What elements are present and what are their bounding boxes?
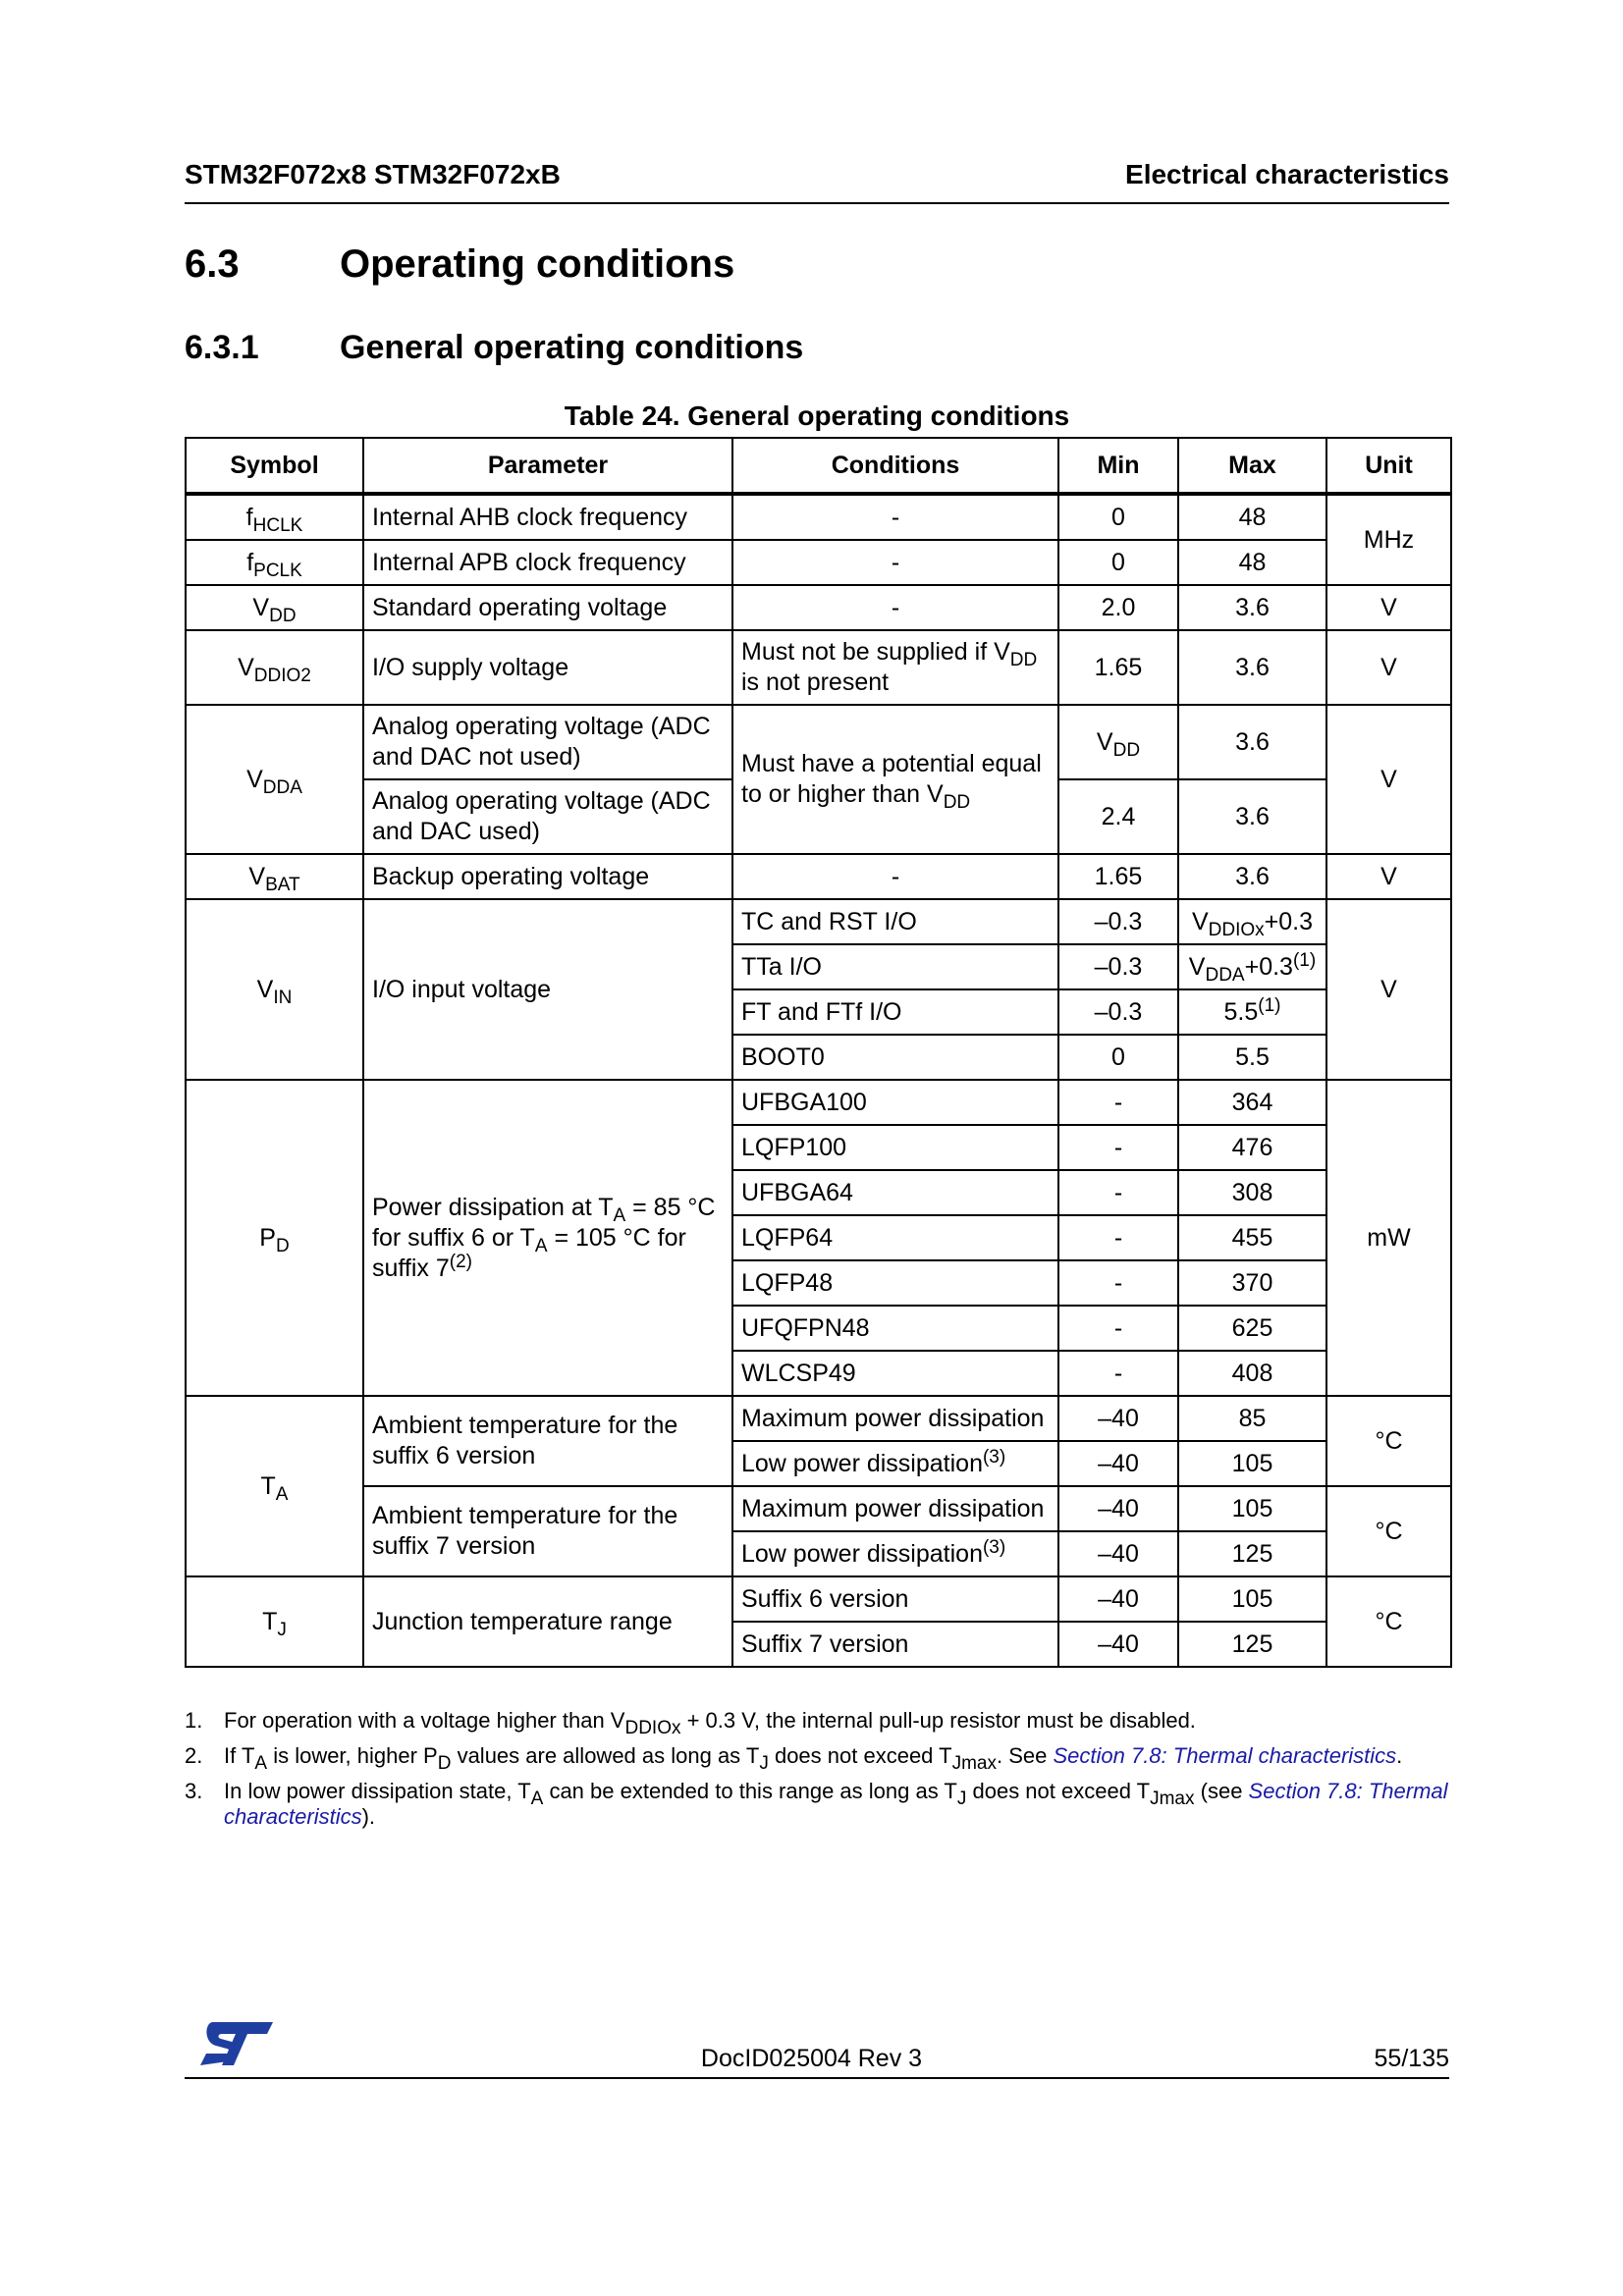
symbol-cell: $V_{DDA}$ <box>186 705 363 854</box>
conditions-cell: Low power dissipation$^{(3)}$ <box>732 1441 1058 1486</box>
max-cell: 476 <box>1178 1125 1326 1170</box>
unit-cell: MHz <box>1326 494 1451 585</box>
unit-cell: V <box>1326 705 1451 854</box>
conditions-cell: BOOT0 <box>732 1035 1058 1080</box>
max-cell: 125 <box>1178 1622 1326 1667</box>
min-cell: –40 <box>1058 1441 1178 1486</box>
section-title: Operating conditions <box>340 242 735 286</box>
col-header-unit: Unit <box>1326 438 1451 494</box>
parameter-cell: Standard operating voltage <box>363 585 732 630</box>
max-cell: 5.5 <box>1178 1035 1326 1080</box>
min-cell: 1.65 <box>1058 854 1178 899</box>
conditions-cell: LQFP48 <box>732 1260 1058 1306</box>
max-cell: 85 <box>1178 1396 1326 1441</box>
footnote-1: 1. For operation with a voltage higher than $V_{DDIOx} + 0.3$ V, the internal pull-up resistor must be disabled. <box>185 1708 1196 1738</box>
parameter-cell: Internal AHB clock frequency <box>363 494 732 540</box>
min-cell: - <box>1058 1170 1178 1215</box>
parameter-cell: Backup operating voltage <box>363 854 732 899</box>
table-caption: Table 24. General operating conditions <box>564 400 1070 431</box>
operating-conditions-table <box>185 437 1452 1668</box>
min-cell: - <box>1058 1351 1178 1396</box>
min-cell: - <box>1058 1080 1178 1125</box>
unit-cell: °C <box>1326 1486 1451 1576</box>
conditions-cell: - <box>732 585 1058 630</box>
min-cell: –40 <box>1058 1486 1178 1531</box>
header-doc-title: STM32F072x8 STM32F072xB <box>185 159 561 189</box>
max-cell: $V_{DDA}+0.3^{(1)}$ <box>1178 944 1326 989</box>
conditions-cell: UFBGA100 <box>732 1080 1058 1125</box>
conditions-cell: LQFP100 <box>732 1125 1058 1170</box>
min-cell: –0.3 <box>1058 899 1178 944</box>
max-cell: 625 <box>1178 1306 1326 1351</box>
table-row <box>186 1486 1451 1531</box>
footnote-2: 2. If $T_A$ is lower, higher $P_D$ values are allowed as long as $T_J$ does not exceed $T_{Jmax}$. See Section 7.8: Thermal characteristics. <box>185 1743 1403 1774</box>
conditions-cell: LQFP64 <box>732 1215 1058 1260</box>
conditions-cell: Must have a potential equal to or higher than $V_{DD}$ <box>732 705 1058 854</box>
conditions-cell: Must not be supplied if $V_{DD}$ is not present <box>732 630 1058 705</box>
parameter-cell: I/O supply voltage <box>363 630 732 705</box>
min-cell: –40 <box>1058 1396 1178 1441</box>
conditions-cell: FT and FTf I/O <box>732 989 1058 1035</box>
footer-doc-id: DocID025004 Rev 3 <box>700 2045 923 2072</box>
table-row <box>186 585 1451 630</box>
max-cell: 3.6 <box>1178 779 1326 854</box>
unit-cell: V <box>1326 854 1451 899</box>
col-header-conditions: Conditions <box>732 438 1058 494</box>
parameter-cell: Junction temperature range <box>363 1576 732 1667</box>
col-header-max: Max <box>1178 438 1326 494</box>
conditions-cell: Suffix 7 version <box>732 1622 1058 1667</box>
parameter-cell: Power dissipation at $T_A = 85$ °C for suffix 6 or $T_A = 105$ °C for suffix 7$^{(2)}$ <box>363 1080 732 1396</box>
min-cell: –40 <box>1058 1622 1178 1667</box>
conditions-cell: Suffix 6 version <box>732 1576 1058 1622</box>
parameter-cell: Analog operating voltage (ADC and DAC used) <box>363 779 732 854</box>
table-row <box>186 854 1451 899</box>
parameter-cell: Ambient temperature for the suffix 6 version <box>363 1396 732 1486</box>
symbol-cell: $V_{DD}$ <box>186 585 363 630</box>
min-cell: - <box>1058 1215 1178 1260</box>
subsection-title: General operating conditions <box>340 329 804 366</box>
symbol-cell: $V_{IN}$ <box>186 899 363 1080</box>
subsection-number: 6.3.1 <box>185 329 259 366</box>
min-cell: $V_{DD}$ <box>1058 705 1178 779</box>
max-cell: 105 <box>1178 1576 1326 1622</box>
max-cell: 3.6 <box>1178 854 1326 899</box>
conditions-cell: - <box>732 854 1058 899</box>
min-cell: - <box>1058 1125 1178 1170</box>
section-number: 6.3 <box>185 242 240 286</box>
table-row <box>186 705 1451 779</box>
conditions-cell: UFQFPN48 <box>732 1306 1058 1351</box>
max-cell: 105 <box>1178 1486 1326 1531</box>
symbol-cell: $f_{PCLK}$ <box>186 540 363 585</box>
min-cell: –0.3 <box>1058 989 1178 1035</box>
max-cell: 125 <box>1178 1531 1326 1576</box>
table-row <box>186 1080 1451 1125</box>
conditions-cell: TTa I/O <box>732 944 1058 989</box>
parameter-cell: Internal APB clock frequency <box>363 540 732 585</box>
min-cell: –40 <box>1058 1531 1178 1576</box>
footer-page-number: 55/135 <box>1374 2045 1449 2072</box>
min-cell: 0 <box>1058 540 1178 585</box>
min-cell: - <box>1058 1306 1178 1351</box>
max-cell: 48 <box>1178 494 1326 540</box>
conditions-cell: - <box>732 494 1058 540</box>
min-cell: 1.65 <box>1058 630 1178 705</box>
max-cell: 408 <box>1178 1351 1326 1396</box>
thermal-characteristics-link[interactable]: Section 7.8: Thermal characteristics <box>224 1779 1448 1829</box>
max-cell: 105 <box>1178 1441 1326 1486</box>
min-cell: - <box>1058 1260 1178 1306</box>
footnote-3: 3. In low power dissipation state, $T_A$ can be extended to this range as long as $T_J$ does not exceed $T_{Jmax}$ (see Section 7.8: Thermal characteristics). <box>185 1779 1448 1829</box>
parameter-cell: Analog operating voltage (ADC and DAC not used) <box>363 705 732 779</box>
unit-cell: V <box>1326 585 1451 630</box>
min-cell: 0 <box>1058 494 1178 540</box>
unit-cell: V <box>1326 899 1451 1080</box>
conditions-cell: UFBGA64 <box>732 1170 1058 1215</box>
symbol-cell: $V_{DDIO2}$ <box>186 630 363 705</box>
table-row <box>186 494 1451 540</box>
header-rule <box>185 202 1449 204</box>
max-cell: 3.6 <box>1178 705 1326 779</box>
col-header-symbol: Symbol <box>186 438 363 494</box>
min-cell: 2.4 <box>1058 779 1178 854</box>
max-cell: 308 <box>1178 1170 1326 1215</box>
max-cell: 370 <box>1178 1260 1326 1306</box>
min-cell: 0 <box>1058 1035 1178 1080</box>
conditions-cell: Maximum power dissipation <box>732 1396 1058 1441</box>
unit-cell: °C <box>1326 1576 1451 1667</box>
max-cell: 364 <box>1178 1080 1326 1125</box>
conditions-cell: Maximum power dissipation <box>732 1486 1058 1531</box>
conditions-cell: - <box>732 540 1058 585</box>
table-row <box>186 899 1451 944</box>
thermal-characteristics-link[interactable]: Section 7.8: Thermal characteristics <box>1053 1743 1397 1768</box>
table-row <box>186 540 1451 585</box>
max-cell: 455 <box>1178 1215 1326 1260</box>
unit-cell: mW <box>1326 1080 1451 1396</box>
symbol-cell: $P_D$ <box>186 1080 363 1396</box>
conditions-cell: Low power dissipation$^{(3)}$ <box>732 1531 1058 1576</box>
symbol-cell: $T_J$ <box>186 1576 363 1667</box>
table-row <box>186 630 1451 705</box>
max-cell: 5.5$^{(1)}$ <box>1178 989 1326 1035</box>
max-cell: $V_{DDIOx}+0.3$ <box>1178 899 1326 944</box>
conditions-cell: TC and RST I/O <box>732 899 1058 944</box>
symbol-cell: $T_A$ <box>186 1396 363 1576</box>
conditions-cell: WLCSP49 <box>732 1351 1058 1396</box>
min-cell: 2.0 <box>1058 585 1178 630</box>
max-cell: 3.6 <box>1178 585 1326 630</box>
table-footnotes <box>185 1708 1449 1840</box>
table-row <box>186 1396 1451 1441</box>
unit-cell: V <box>1326 630 1451 705</box>
max-cell: 48 <box>1178 540 1326 585</box>
min-cell: –0.3 <box>1058 944 1178 989</box>
table-row <box>186 1576 1451 1622</box>
table-header-row <box>186 438 1451 494</box>
unit-cell: °C <box>1326 1396 1451 1486</box>
parameter-cell: Ambient temperature for the suffix 7 version <box>363 1486 732 1576</box>
max-cell: 3.6 <box>1178 630 1326 705</box>
col-header-parameter: Parameter <box>363 438 732 494</box>
col-header-min: Min <box>1058 438 1178 494</box>
footer-rule <box>185 2077 1449 2079</box>
header-chapter-title: Electrical characteristics <box>1125 159 1449 189</box>
symbol-cell: $V_{BAT}$ <box>186 854 363 899</box>
min-cell: –40 <box>1058 1576 1178 1622</box>
parameter-cell: I/O input voltage <box>363 899 732 1080</box>
symbol-cell: $f_{HCLK}$ <box>186 494 363 540</box>
